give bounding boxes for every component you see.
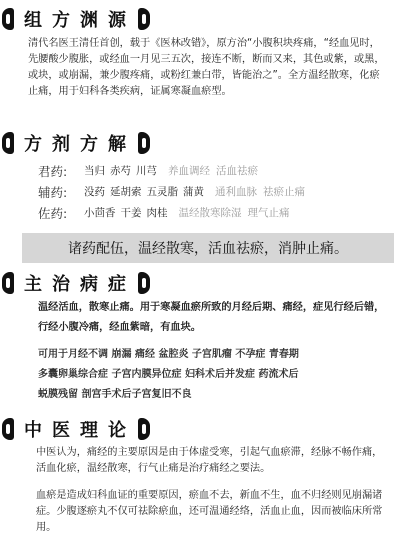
origin-paragraph: 清代名医王清任首创，载于《医林改错》，原方治“小腹积块疼痛，“经血见时，先腰酸少腹胀，或经血一月见三五次，接连不断，断而又来，其色或紫，或黑，或块，或崩漏，兼少腹疼痛，或粉红兼白带，皆能治之”。全方温经散寒，化瘀止痛，用于妇科各类疾病，证属寒凝血瘀型。 [28,38,385,97]
indication-line: 多囊卵巢综合症 子宫内膜异位症 妇科术后并发症 药流术后 [38,369,299,380]
theory-paragraph-2: 血瘀是造成妇科血证的重要原因，瘀血不去，新血不生，血不归经则见崩漏诸症。少腹逐瘀丸不仅可祛除瘀血，还可温通经络，活血止血，因而被临床所常用。 [36,490,383,533]
section-title-indications [2,270,150,296]
herb: 当归 [84,165,105,177]
herb: 延胡索 [110,186,142,198]
right-brace-icon [138,8,150,30]
herb-effect: 祛瘀止痛 [263,186,305,198]
section-title-text: 方剂方解 [24,134,136,155]
formula-row-zuo [38,204,290,221]
right-brace-icon [138,132,150,154]
right-brace-icon [138,418,150,440]
left-brace-icon [2,132,14,154]
left-brace-icon [2,418,14,440]
section-title-formula [2,130,150,156]
summary-banner: 诸药配伍，温经散寒，活血祛瘀，消肿止痛。 [22,233,394,263]
indications-main: 温经活血，散寒止痛。用于寒凝血瘀所致的月经后期、痛经，症见行经后错，行经小腹冷痛，经血紫暗，有血块。 [38,302,385,333]
herb-effect: 温经散寒除湿 [178,207,242,219]
section-title-text: 组方渊源 [24,10,136,31]
herb: 干姜 [120,207,142,219]
herb: 川芎 [136,165,157,177]
herb-effect: 养血调经 [168,165,210,177]
section-title-theory [2,416,150,442]
formula-row-fu [38,183,305,200]
indication-line: 蜕膜残留 剖宫手术后子宫复旧不良 [38,389,192,400]
section-title-text: 主治病症 [24,274,136,295]
formula-row-jun [38,162,258,179]
herb: 小茴香 [84,207,116,219]
section-title-origin [2,6,150,32]
theory-paragraph-1: 中医认为，痛经的主要原因是由于体虚受寒，引起气血瘀滞，经脉不畅作痛，活血化瘀，温经散寒，行气止痛是治疗痛经之要法。 [36,447,383,474]
herb: 五灵脂 [146,186,178,198]
formula-role: 辅药: [38,184,68,200]
section-title-text: 中医理论 [24,420,136,441]
herb: 蒲黄 [183,186,204,198]
left-brace-icon [2,8,14,30]
formula-role: 佐药: [38,205,68,221]
herb: 肉桂 [146,207,168,219]
right-brace-icon [138,272,150,294]
herb-effect: 通利血脉 [215,186,257,198]
indication-line: 可用于月经不调 崩漏 痛经 盆腔炎 子宫肌瘤 不孕症 青春期 [38,349,299,360]
formula-role: 君药: [38,163,68,179]
left-brace-icon [2,272,14,294]
herb-effect: 理气止痛 [247,207,290,219]
herb-effect: 活血祛瘀 [216,165,258,177]
herb: 没药 [84,186,105,198]
herb: 赤芍 [110,165,131,177]
